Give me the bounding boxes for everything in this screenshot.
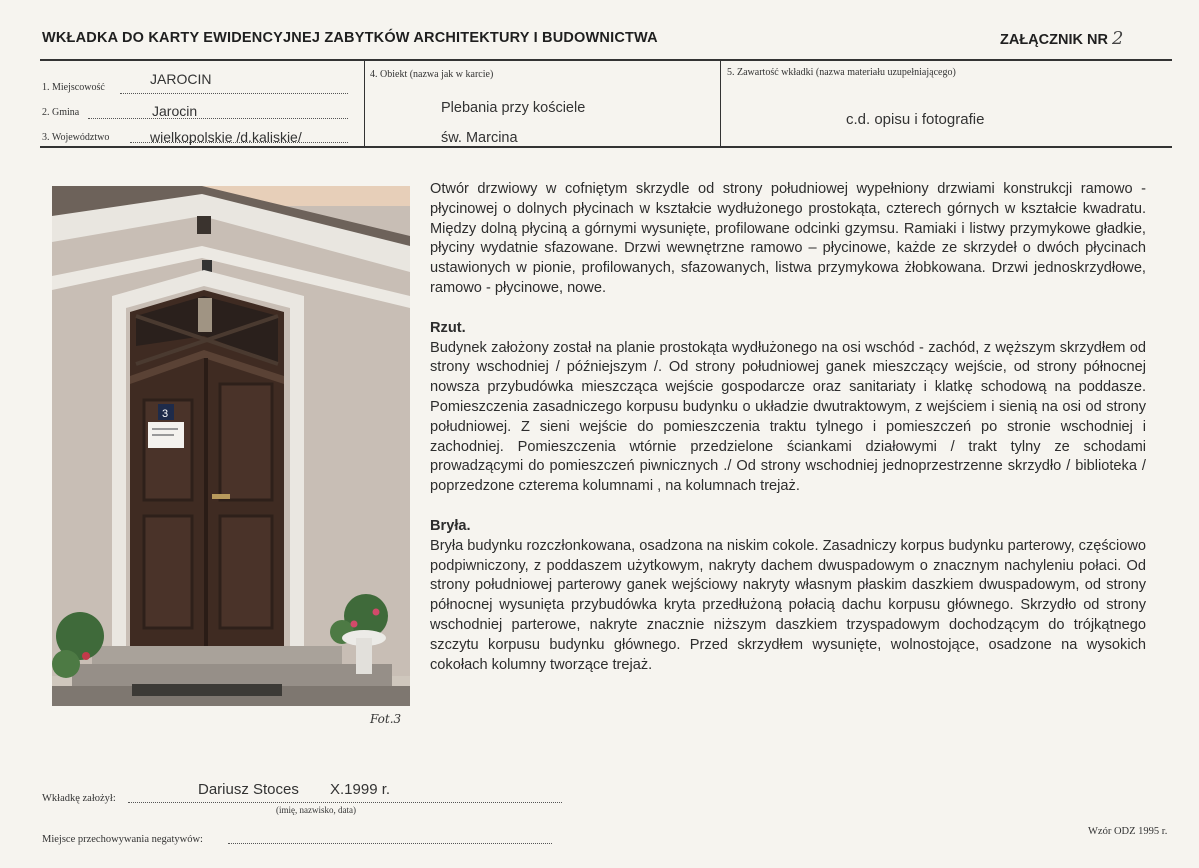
form-divider-1 bbox=[364, 60, 365, 146]
form-top-border bbox=[40, 59, 1172, 61]
heading-plan: Rzut. bbox=[430, 319, 466, 336]
voivodeship-value: wielkopolskie /d.kaliskie/ bbox=[150, 129, 302, 145]
attachment-number-value: 2 bbox=[1111, 28, 1124, 49]
commune-value: Jarocin bbox=[152, 103, 198, 119]
paragraph-plan: Budynek założony został na planie prostokąta wydłużonego na osi wschód - zachód, z węższym skrzydłem od strony wschodniej / późniejszym /. Od strony południowej ganek mieszczący wejście, od strony północnej nowsza przybudówka mieszcząca wejście gospodarcze oraz sanitariaty i klatkę schodową na poddasze. Pomieszczenia zasadniczego korpusu budynku o układzie dwutraktowym, z wejściem i sienią na osi od strony południowej. Z sieni wejście do pomieszczenia traktu tylnego i pomieszczeń po stronie wschodniej i zachodniej. Pomieszczenia wtórnie przedzielone ściankami działowymi / trakt tylny ze schodami prowadzącymi do pomieszczeń piwnicznych ./ Od strony wschodniej jednoprzestrzenne skrzydło / biblioteka / poprzedzone czterema kolumnami , na kolumnach trejaż. bbox=[430, 339, 1146, 495]
attachment-number bbox=[1000, 28, 1123, 49]
voivodeship-label: 3. Województwo bbox=[42, 132, 110, 143]
object-label: 4. Obiekt (nazwa jak w karcie) bbox=[370, 69, 494, 80]
locality-dots bbox=[120, 93, 348, 94]
form-divider-2 bbox=[720, 60, 721, 146]
form-version: Wzór ODZ 1995 r. bbox=[1088, 826, 1168, 837]
contents-value: c.d. opisu i fotografie bbox=[846, 111, 985, 128]
author-value: Dariusz Stoces bbox=[198, 781, 299, 798]
locality-label: 1. Miejscowość bbox=[42, 82, 105, 93]
locality-value: JAROCIN bbox=[150, 71, 212, 87]
document-title: WKŁADKA DO KARTY EWIDENCYJNEJ ZABYTKÓW ARCHITEKTURY I BUDOWNICTWA bbox=[42, 30, 658, 46]
author-dots bbox=[128, 802, 562, 803]
photo-caption: Fot.3 bbox=[370, 712, 402, 726]
door-photo bbox=[52, 186, 410, 706]
paragraph-massing: Bryła budynku rozczłonkowana, osadzona na niskim cokole. Zasadniczy korpus budynku parterowy, częściowo podpiwniczony, z poddaszem użytkowym, nakryty dachem dwuspadowym o znacznym nachyleniu połaci. Od strony południowej parterowy ganek wejściowy nakryty własnym płaskim daszkiem dwuspadowym, od strony północnej wysunięta przybudówka kryta przedłużoną połacią dachu korpusu głównego. Skrzydło od strony wschodniej parterowe, nakryte znacznie niższym daszkiem trzyspadowym dochodzącym do trójkątnego szczytu korpusu budynku głównego. Przed skrzydłem wysunięte, wolnostojące, osadzone na wysokich cokołach kolumny tworzące trejaż. bbox=[430, 537, 1146, 673]
author-hint: (imię, nazwisko, data) bbox=[276, 805, 356, 815]
negatives-label: Miejsce przechowywania negatywów: bbox=[42, 834, 203, 845]
date-value: X.1999 r. bbox=[330, 781, 391, 798]
commune-label: 2. Gmina bbox=[42, 107, 80, 118]
door-photo-illustration bbox=[52, 186, 410, 706]
author-label: Wkładkę założył: bbox=[42, 793, 116, 804]
object-value-line2: św. Marcina bbox=[441, 130, 518, 146]
form-bottom-border bbox=[40, 146, 1172, 148]
commune-dots bbox=[88, 118, 348, 119]
paragraph-door: Otwór drzwiowy w cofniętym skrzydle od strony południowej wypełniony drzwiami konstrukcji ramowo - płycinowej o dolnych płycinach w kształcie wydłużonego prostokąta, czterech górnych w kształcie kwadratu. Między dolną płyciną a górnymi wysunięte, profilowane odcinki gzymsu. Ramiaki i listwy przymykowe gładkie, płyciny wydatnie sfazowane. Drzwi wewnętrzne ramowo – płycinowe, każde ze skrzydeł o dwóch płycinach ustawionych w pionie, profilowanych, sfazowanych, listwa przymykowa żłobkowana. Drzwi jednoskrzydłowe, ramowo - płycinowe, nowe. bbox=[430, 181, 1146, 296]
attachment-label: ZAŁĄCZNIK NR bbox=[1000, 32, 1108, 48]
door-number: 3 bbox=[162, 408, 169, 420]
contents-label: 5. Zawartość wkładki (nazwa materiału uzupełniającego) bbox=[727, 67, 956, 78]
negatives-dots bbox=[228, 843, 552, 844]
heading-massing: Bryła. bbox=[430, 517, 471, 534]
object-value-line1: Plebania przy kościele bbox=[441, 100, 586, 116]
description-text bbox=[430, 180, 1146, 675]
